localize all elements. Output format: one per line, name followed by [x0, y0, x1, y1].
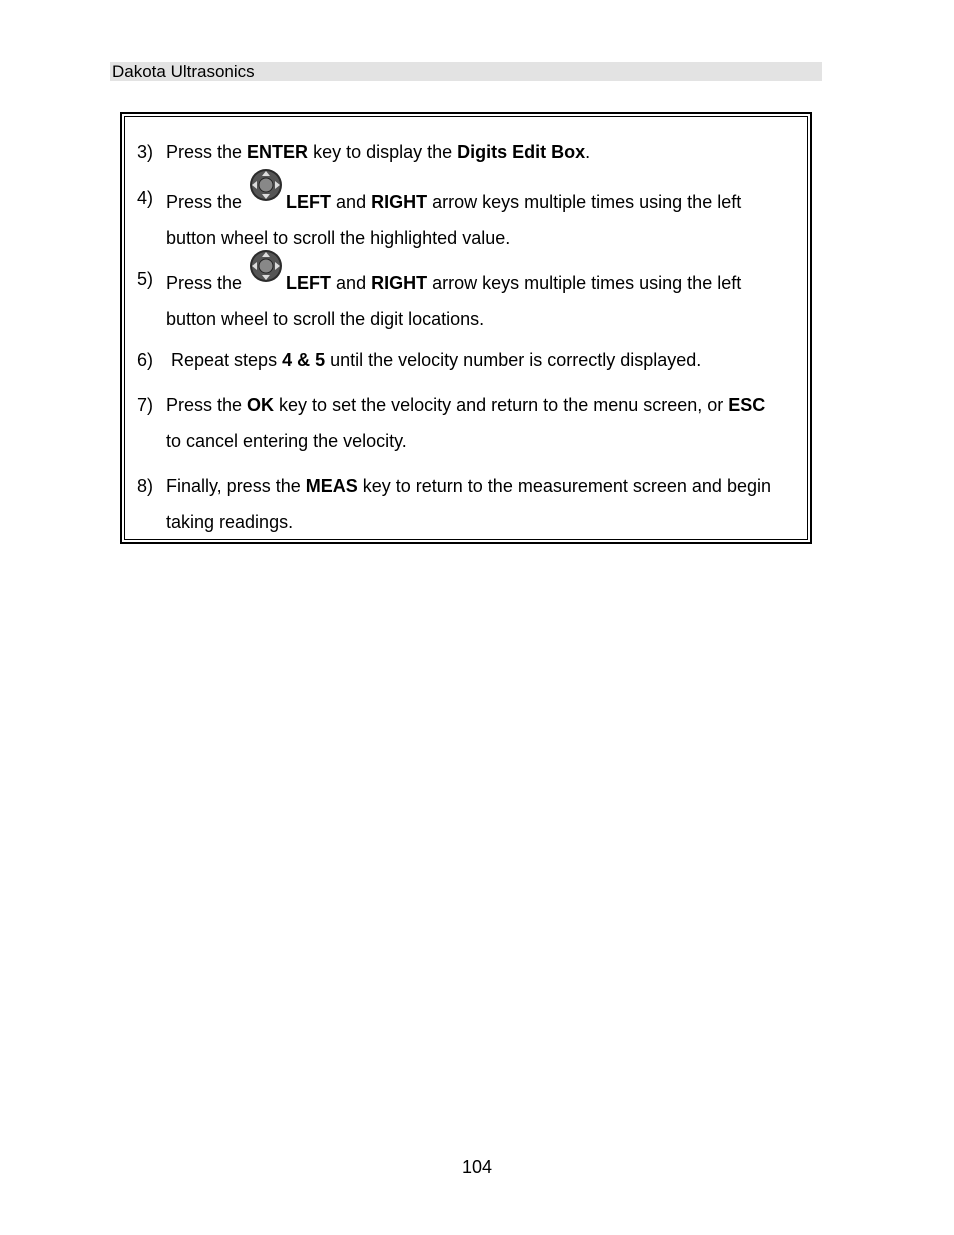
- step-number: 4): [137, 188, 154, 208]
- step-number: 5): [137, 269, 154, 289]
- instructions-box: [120, 112, 812, 544]
- step-number: 3): [137, 142, 154, 162]
- step-number: 6): [137, 350, 154, 370]
- header-bar: [110, 62, 822, 81]
- arrow-keypad-icon: [249, 249, 283, 283]
- step-text: Press the LEFT and RIGHT arrow keys multiple times using the left button wheel to scroll the highlighted value.: [166, 180, 806, 256]
- step-text: Press the LEFT and RIGHT arrow keys multiple times using the left button wheel to scroll the digit locations.: [166, 261, 806, 337]
- step-text: Repeat steps 4 & 5 until the velocity number is correctly displayed.: [166, 350, 702, 370]
- instructions-box-inner: [124, 116, 808, 540]
- arrow-keypad-icon: [249, 168, 283, 202]
- header-title: Dakota Ultrasonics: [112, 62, 255, 81]
- page-number: 104: [461, 1157, 493, 1177]
- step-number: 8): [137, 476, 154, 496]
- step-text: Press the OK key to set the velocity and return to the menu screen, or ESC to cancel entering the velocity.: [166, 395, 766, 451]
- step-text: Press the ENTER key to display the Digits Edit Box.: [166, 142, 591, 162]
- step-number: 7): [137, 395, 154, 415]
- step-text: Finally, press the MEAS key to return to the measurement screen and begin taking readings.: [166, 476, 771, 532]
